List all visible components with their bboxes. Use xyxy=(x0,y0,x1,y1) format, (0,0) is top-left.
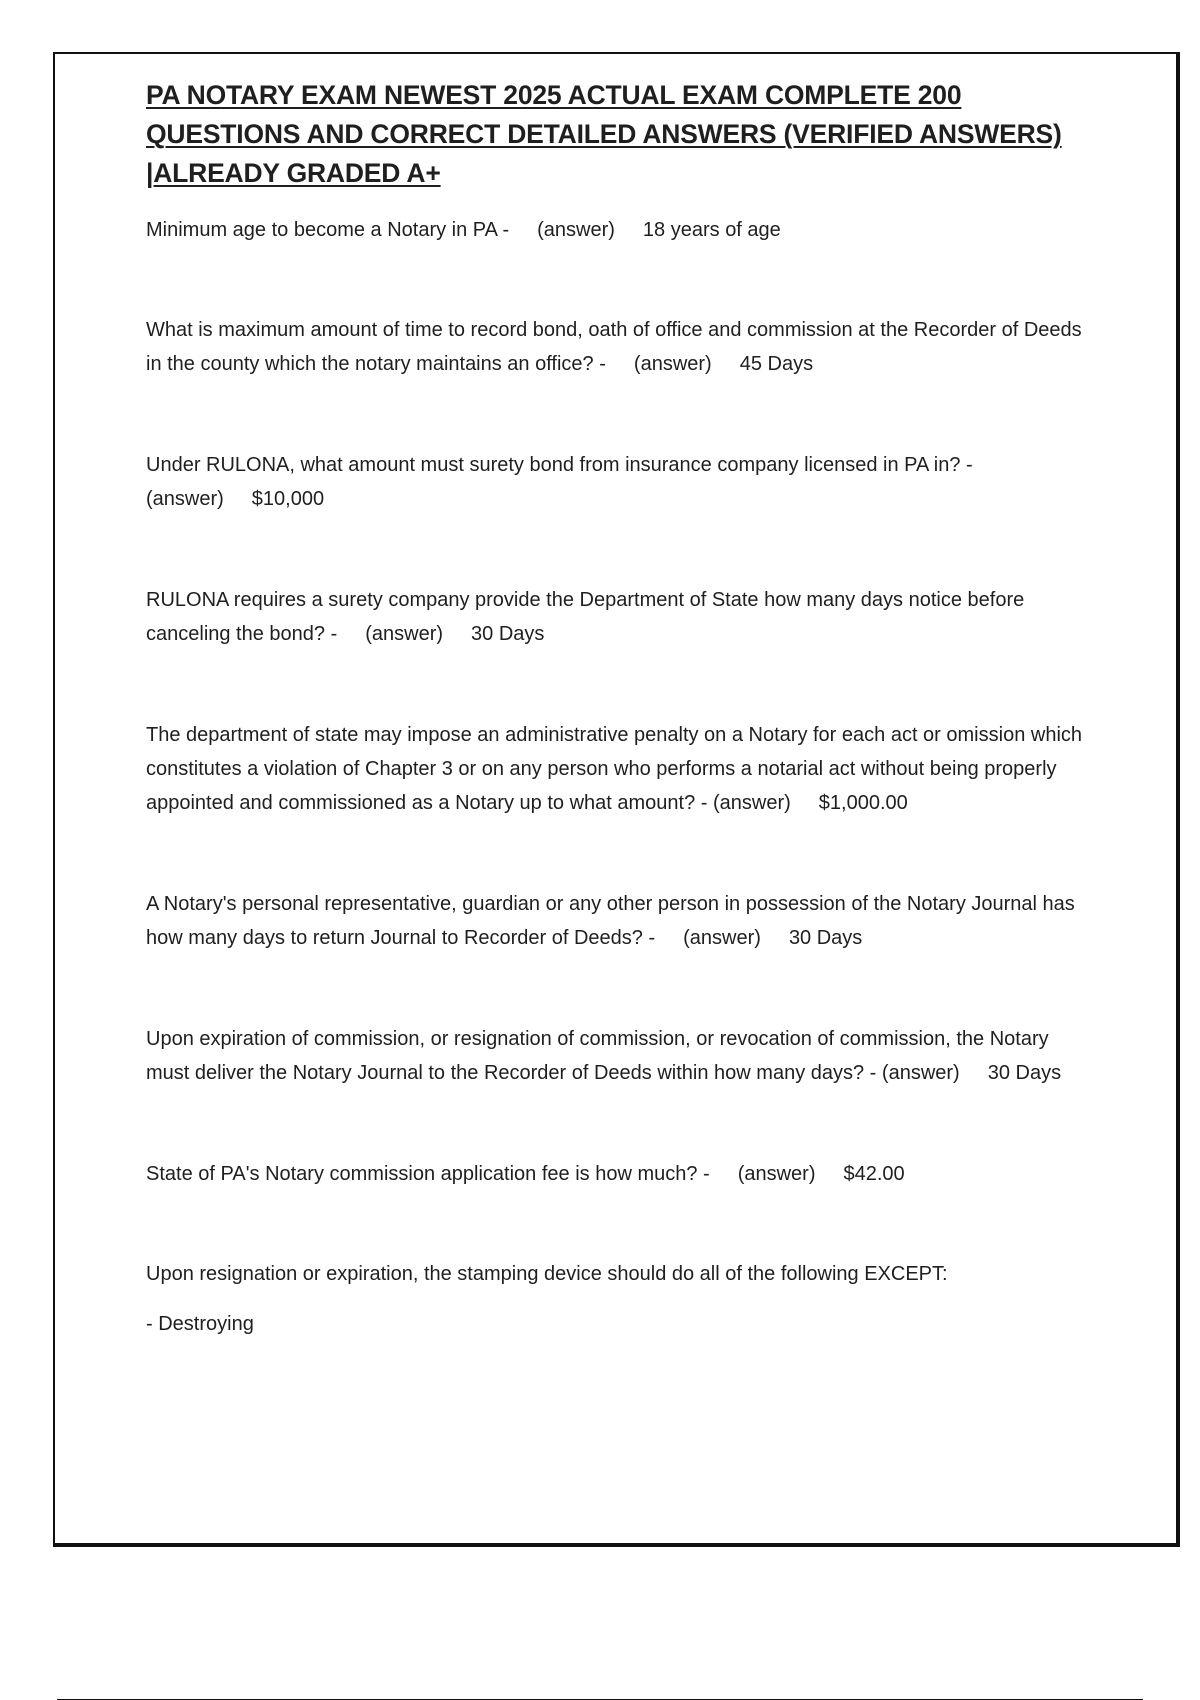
answer-tag: (answer) xyxy=(633,353,712,375)
question-text: A Notary's personal representative, guardian or any other person in possession of the Notary Journal has how many days to return Journal to Recorder of Deeds? - xyxy=(146,893,1075,949)
answer-tag: (answer) xyxy=(537,219,615,241)
answer-tag: (answer) xyxy=(713,792,791,814)
qa-item xyxy=(146,887,1096,955)
answer-text: 45 Days xyxy=(739,353,814,375)
answer-tag: (answer) xyxy=(881,1062,960,1084)
answer-text: 18 years of age xyxy=(642,219,781,241)
qa-item xyxy=(146,1157,1096,1191)
answer-tag: (answer) xyxy=(683,927,761,949)
qa-item xyxy=(146,448,1096,516)
question-text: RULONA requires a surety company provide the Department of State how many days notice before canceling the bond? - xyxy=(146,589,1025,645)
qa-item xyxy=(146,1022,1096,1090)
answer-text: 30 Days xyxy=(788,927,863,949)
answer-tag: (answer) xyxy=(737,1163,816,1185)
question-text: Upon resignation or expiration, the stamping device should do all of the following EXCEPT: xyxy=(146,1263,948,1285)
answer-text: 30 Days xyxy=(987,1062,1062,1084)
qa-item xyxy=(146,583,1096,651)
document-title: PA NOTARY EXAM NEWEST 2025 ACTUAL EXAM COMPLETE 200 QUESTIONS AND CORRECT DETAILED ANSWERS (VERIFIED ANSWERS) |ALREADY GRADED A+ xyxy=(146,80,1062,188)
answer-text: 30 Days xyxy=(471,623,545,645)
answer-text: $10,000 xyxy=(251,488,325,510)
answer-option: - Destroying xyxy=(146,1313,254,1335)
answer-tag: (answer) xyxy=(146,488,224,510)
qa-item xyxy=(146,718,1096,820)
document-body xyxy=(146,76,1096,1341)
question-text: The department of state may impose an administrative penalty on a Notary for each act or omission which constitutes a violation of Chapter 3 or on any person who performs a notarial act without being properly appointed and commissioned as a Notary up to what amount? - xyxy=(146,724,1083,814)
question-text: State of PA's Notary commission application fee is how much? - xyxy=(146,1163,710,1185)
qa-item xyxy=(146,313,1096,381)
answer-text: $1,000.00 xyxy=(818,792,908,814)
question-text: What is maximum amount of time to record bond, oath of office and commission at the Recorder of Deeds in the county which the notary maintains an office? - xyxy=(146,319,1082,375)
answer-text: $42.00 xyxy=(843,1163,905,1185)
question-text: Minimum age to become a Notary in PA - xyxy=(146,219,510,241)
question-text: Upon expiration of commission, or resignation of commission, or revocation of commission, the Notary must deliver the Notary Journal to the Recorder of Deeds within how many days? - xyxy=(146,1028,1049,1084)
answer-tag: (answer) xyxy=(365,623,444,645)
question-text: Under RULONA, what amount must surety bond from insurance company licensed in PA in? - xyxy=(146,454,973,476)
qa-item xyxy=(146,213,1096,247)
